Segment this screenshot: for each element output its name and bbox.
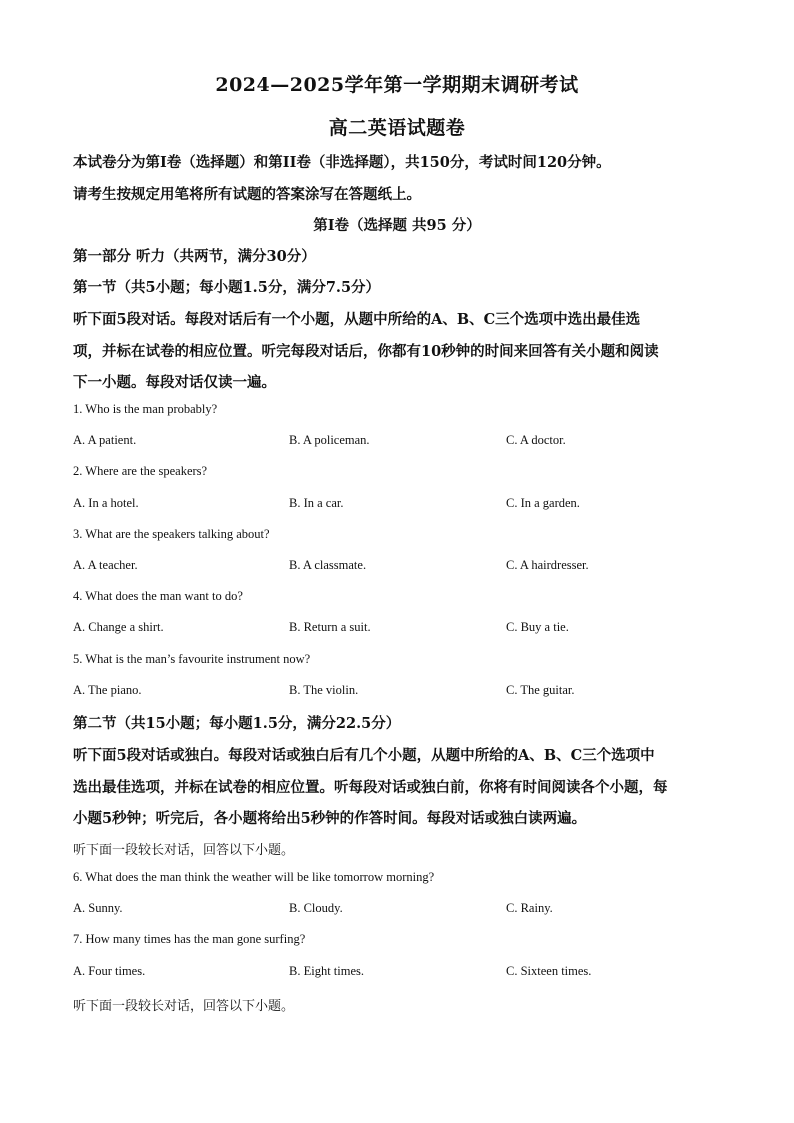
question-stem: 5. What is the man’s favourite instrument now? — [73, 652, 311, 666]
section2-instruction-3: 小题5秒钟；听完后，各小题将给出5秒钟的作答时间。每段对话或独白读两遍。 — [73, 810, 587, 827]
intro-line-2: 请考生按规定用笔将所有试题的答案涂写在答题纸上。 — [73, 186, 421, 203]
option-a: A. A teacher. — [73, 558, 138, 572]
option-c: C. The guitar. — [506, 683, 575, 697]
option-c: C. Sixteen times. — [506, 964, 592, 978]
option-b: B. Eight times. — [289, 964, 364, 978]
exam-subtitle: 高二英语试题卷 — [328, 117, 466, 139]
question-stem: 2. Where are the speakers? — [73, 464, 208, 478]
intro-line-1: 本试卷分为第I卷（选择题）和第II卷（非选择题），共150分，考试时间120分钟。 — [73, 154, 611, 171]
option-c: C. Buy a tie. — [506, 620, 569, 634]
question-stem: 7. How many times has the man gone surfing? — [73, 932, 306, 946]
section1-heading: 第一节（共5小题；每小题1.5分，满分7.5分） — [73, 279, 381, 296]
option-b: B. In a car. — [289, 496, 344, 510]
option-b: B. Return a suit. — [289, 620, 371, 634]
option-a: A. Four times. — [73, 964, 146, 978]
long-dialogue-note-2: 听下面一段较长对话，回答以下小题。 — [73, 999, 295, 1014]
section1-instruction-3: 下一小题。每段对话仅读一遍。 — [73, 374, 276, 391]
section1-instruction-2: 项，并标在试卷的相应位置。听完每段对话后，你都有10秒钟的时间来回答有关小题和阅读 — [73, 343, 659, 360]
option-b: B. The violin. — [289, 683, 359, 697]
option-a: A. Change a shirt. — [73, 620, 164, 634]
section2-instruction-2: 选出最佳选项，并标在试卷的相应位置。听每段对话或独白前，你将有时间阅读各个小题，每 — [73, 779, 668, 796]
option-b: B. A classmate. — [289, 558, 367, 572]
option-b: B. Cloudy. — [289, 901, 343, 915]
option-c: C. A hairdresser. — [506, 558, 589, 572]
question-stem: 4. What does the man want to do? — [73, 589, 243, 603]
option-b: B. A policeman. — [289, 433, 370, 447]
long-dialogue-note: 听下面一段较长对话，回答以下小题。 — [73, 843, 295, 858]
part1-heading: 第一部分 听力（共两节，满分30分） — [73, 248, 316, 265]
question-stem: 6. What does the man think the weather will be like tomorrow morning? — [73, 870, 435, 884]
option-c: C. A doctor. — [506, 433, 566, 447]
option-c: C. In a garden. — [506, 496, 580, 510]
volume-heading: 第I卷（选择题 共95 分） — [313, 217, 481, 234]
section2-instruction-1: 听下面5段对话或独白。每段对话或独白后有几个小题，从题中所给的A、B、C三个选项中 — [73, 747, 655, 764]
option-a: A. Sunny. — [73, 901, 123, 915]
exam-title: 2024—2025学年第一学期期末调研考试 — [215, 74, 579, 96]
option-a: A. In a hotel. — [73, 496, 139, 510]
option-c: C. Rainy. — [506, 901, 553, 915]
option-a: A. A patient. — [73, 433, 137, 447]
section1-instruction-1: 听下面5段对话。每段对话后有一个小题，从题中所给的A、B、C三个选项中选出最佳选 — [73, 311, 641, 328]
section2-heading: 第二节（共15小题；每小题1.5分，满分22.5分） — [73, 715, 401, 732]
question-stem: 1. Who is the man probably? — [73, 402, 218, 416]
option-a: A. The piano. — [73, 683, 142, 697]
question-stem: 3. What are the speakers talking about? — [73, 527, 270, 541]
